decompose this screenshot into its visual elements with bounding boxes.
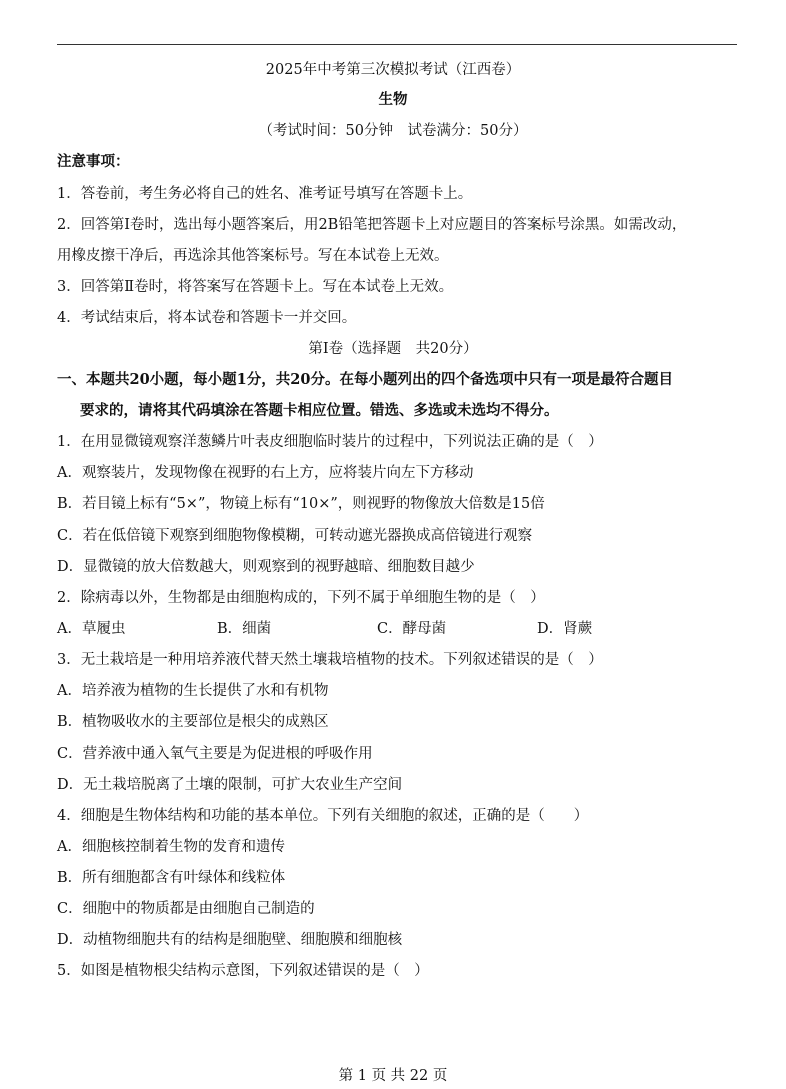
option-b: B．所有细胞都含有叶绿体和线粒体 bbox=[57, 870, 286, 886]
note-item: 4．考试结束后，将本试卷和答题卡一并交回。 bbox=[57, 310, 357, 326]
subject-title: 生物 bbox=[378, 91, 408, 108]
section-instruction: 一、本题共20小题，每小题1分，共20分。在每小题列出的四个备选项中只有一项是最符合题目 bbox=[57, 371, 673, 388]
exam-title: 2025年中考第三次模拟考试（江西卷） bbox=[265, 62, 521, 78]
option-a: A．观察装片，发现物像在视野的右上方，应将装片向左下方移动 bbox=[57, 465, 474, 481]
question-stem: 3．无土栽培是一种用培养液代替天然土壤栽培植物的技术。下列叙述错误的是（ ） bbox=[57, 652, 603, 668]
option-d: D．无土栽培脱离了土壤的限制，可扩大农业生产空间 bbox=[57, 777, 403, 793]
option-d: D．动植物细胞共有的结构是细胞壁、细胞膜和细胞核 bbox=[57, 932, 403, 948]
header-rule bbox=[57, 44, 737, 45]
question-stem: 2．除病毒以外，生物都是由细胞构成的，下列不属于单细胞生物的是（ ） bbox=[57, 590, 545, 606]
option-b: B．细菌 bbox=[217, 621, 272, 637]
option-a: A．草履虫 bbox=[57, 621, 126, 637]
option-c: C．营养液中通入氧气主要是为促进根的呼吸作用 bbox=[57, 746, 373, 762]
exam-info: （考试时间：50分钟 试卷满分：50分） bbox=[258, 123, 528, 139]
option-b: B．植物吸收水的主要部位是根尖的成熟区 bbox=[57, 714, 329, 730]
note-item: 2．回答第Ⅰ卷时，选出每小题答案后，用2B铅笔把答题卡上对应题目的答案标号涂黑。如需改动， bbox=[57, 217, 687, 233]
option-a: A．细胞核控制着生物的发育和遗传 bbox=[57, 839, 285, 855]
section-title: 第Ⅰ卷（选择题 共20分） bbox=[308, 341, 478, 357]
question-stem: 1．在用显微镜观察洋葱鳞片叶表皮细胞临时装片的过程中，下列说法正确的是（ ） bbox=[57, 434, 603, 450]
option-c: C．细胞中的物质都是由细胞自己制造的 bbox=[57, 901, 315, 917]
note-item: 1．答卷前，考生务必将自己的姓名、准考证号填写在答题卡上。 bbox=[57, 186, 473, 202]
option-b: B．若目镜上标有“5×”，物镜上标有“10×”，则视野的物像放大倍数是15倍 bbox=[57, 496, 545, 512]
option-a: A．培养液为植物的生长提供了水和有机物 bbox=[57, 683, 329, 699]
notes-heading: 注意事项： bbox=[57, 153, 130, 170]
note-item: 用橡皮擦干净后，再选涂其他答案标号。写在本试卷上无效。 bbox=[57, 248, 449, 264]
note-item: 3．回答第Ⅱ卷时，将答案写在答题卡上。写在本试卷上无效。 bbox=[57, 279, 454, 295]
option-d: D．肾蕨 bbox=[537, 621, 593, 637]
page-number: 第 1 页 共 22 页 bbox=[338, 1068, 448, 1084]
section-instruction-cont: 要求的，请将其代码填涂在答题卡相应位置。错选、多选或未选均不得分。 bbox=[80, 402, 559, 419]
question-stem: 5．如图是植物根尖结构示意图，下列叙述错误的是（ ） bbox=[57, 963, 429, 979]
question-stem: 4．细胞是生物体结构和功能的基本单位。下列有关细胞的叙述，正确的是（ ） bbox=[57, 808, 589, 824]
option-c: C．酵母菌 bbox=[377, 621, 447, 637]
option-c: C．若在低倍镜下观察到细胞物像模糊，可转动遮光器换成高倍镜进行观察 bbox=[57, 528, 533, 544]
option-d: D．显微镜的放大倍数越大，则观察到的视野越暗、细胞数目越少 bbox=[57, 559, 475, 575]
